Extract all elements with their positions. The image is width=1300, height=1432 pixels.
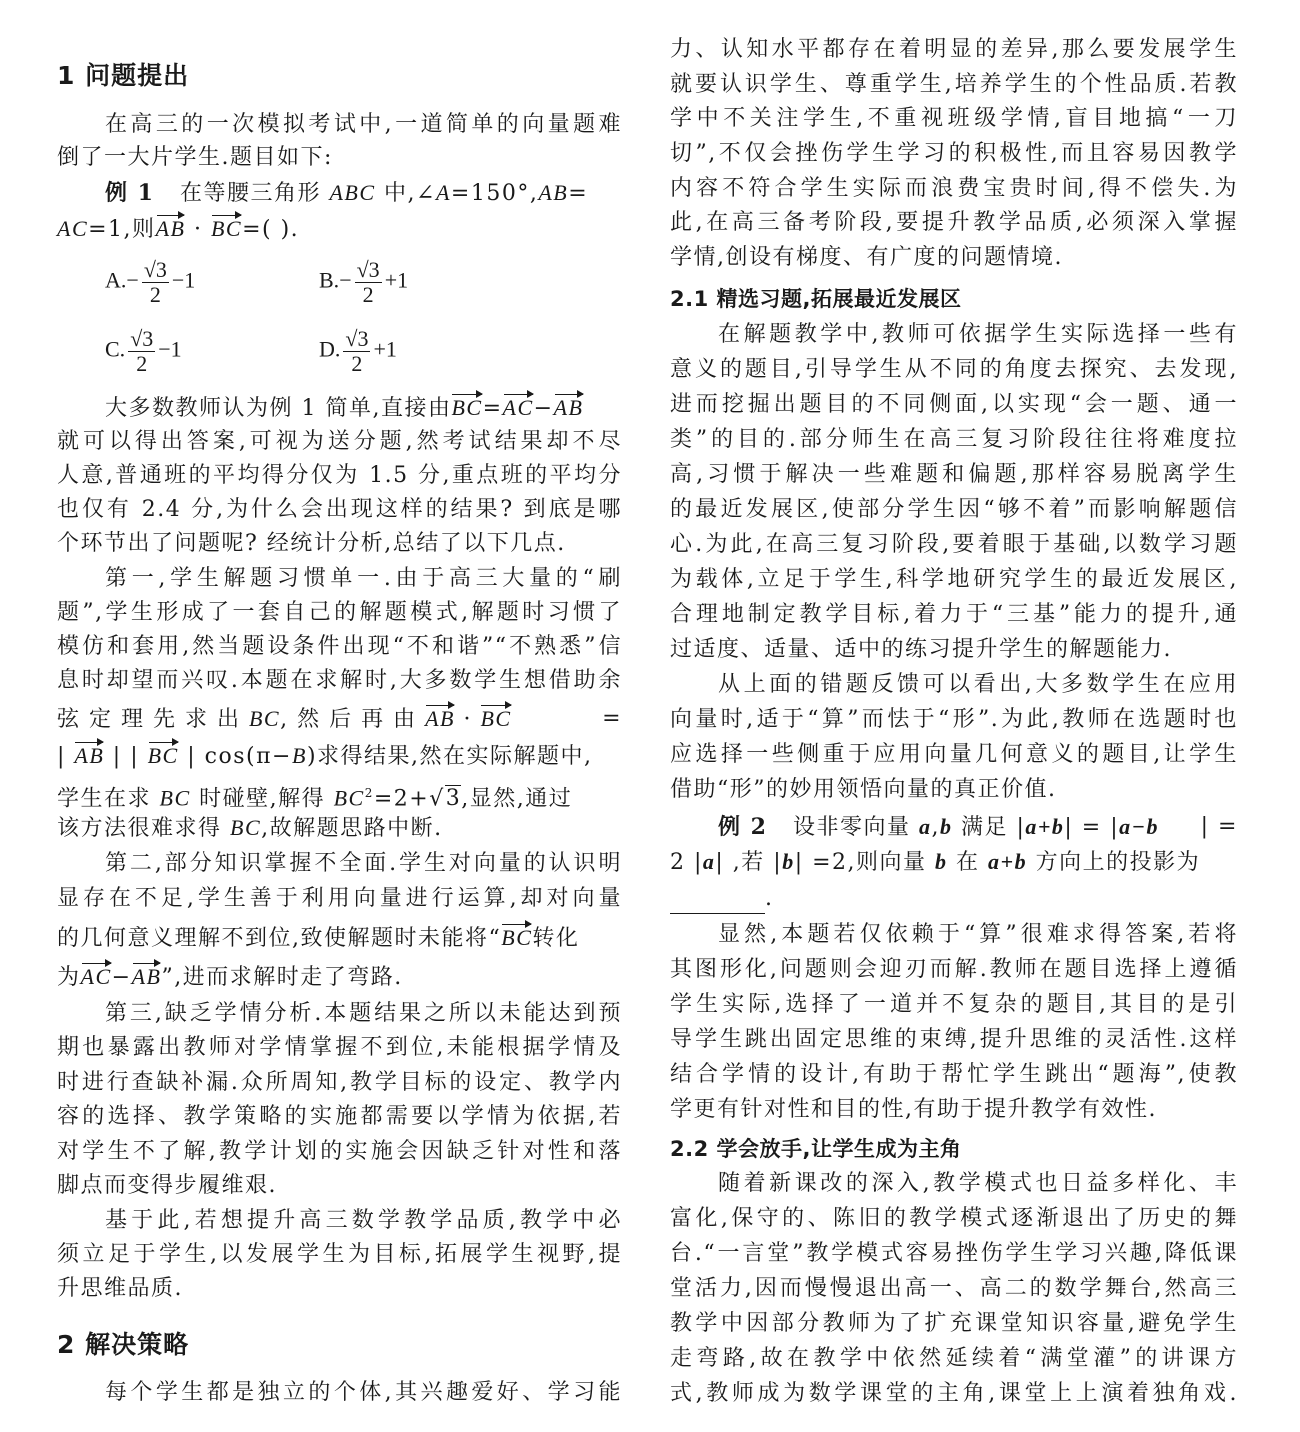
- text: =150°,: [450, 181, 539, 206]
- text: ·: [185, 217, 211, 242]
- denominator: 2: [136, 351, 148, 376]
- text: cos(π−: [204, 744, 292, 769]
- right-paragraph-4-line-5: 结合学情的设计,有助于帮忙学生跳出“题海”,使教: [670, 1062, 1238, 1087]
- text: )求得结果,然在实际解题中,: [306, 744, 593, 769]
- text: 的几何意义理解不到位,致使解题时未能将“: [57, 926, 502, 951]
- example-1-line-1: [57, 178, 588, 209]
- text: 大多数教师认为例 1 简单,直接由: [105, 396, 452, 421]
- text: =( ).: [242, 217, 300, 242]
- paragraph-1-line-3: 人意,普通班的平均得分仅为 1.5 分,重点班的平均分: [57, 463, 622, 488]
- right-paragraph-2-line-1: 在解题教学中,教师可依据学生实际选择一些有: [718, 322, 1238, 347]
- section-1-heading: 1 问题提出: [57, 61, 190, 90]
- option-suffix: +1: [373, 336, 397, 362]
- denominator: 2: [362, 282, 374, 307]
- paragraph-3-line-3: [57, 923, 579, 954]
- right-paragraph-1-line-3: 学中不关注学生,不重视班级学情,盲目地搞“一刀: [670, 106, 1238, 131]
- sqrt-arg: 3: [445, 786, 462, 812]
- math-var: BC: [159, 785, 191, 811]
- option-prefix: −: [339, 267, 352, 293]
- option-a: [105, 258, 195, 307]
- right-paragraph-4-line-4: 导学生跳出固定思维的束缚,提升思维的灵活性.这样: [670, 1027, 1238, 1052]
- paragraph-4-line-5: 对学生不了解,教学计划的实施会因缺乏针对性和落: [57, 1139, 622, 1164]
- math-var: BC: [230, 815, 262, 840]
- paragraph-3-line-4: [57, 962, 403, 993]
- paragraph-6-line-1: 每个学生都是独立的个体,其兴趣爱好、学习能: [105, 1380, 622, 1405]
- right-paragraph-3-line-2: 向量时,适于“算”而怯于“形”.为此,教师在选题时也: [670, 707, 1238, 732]
- example-2-label: 例 2: [718, 814, 768, 840]
- math-var: A: [435, 180, 451, 205]
- numerator: √3: [345, 326, 369, 351]
- right-paragraph-2-line-3: 进而挖掘出题目的不同侧面,以实现“会一题、通一: [670, 392, 1238, 417]
- vector-b: b: [939, 814, 953, 839]
- vector-bc: BC: [480, 704, 511, 734]
- paragraph-4-line-3: 时进行查缺补漏.众所周知,教学目标的设定、教学内: [57, 1070, 622, 1095]
- math-var: BC: [248, 706, 281, 731]
- denominator: 2: [351, 351, 363, 376]
- text: , 然 后 再 由: [280, 707, 426, 732]
- section-2-2-heading: 2.2 学会放手,让学生成为主角: [670, 1137, 962, 1161]
- right-paragraph-2-line-9: 合理地制定教学目标,着力于“三基”能力的提升,通: [670, 602, 1238, 627]
- paragraph-1-line-4: 也仅有 2.4 分,为什么会出现这样的结果? 到底是哪: [57, 497, 622, 522]
- paragraph-1-line-5: 个环节出了问题呢? 经统计分析,总结了以下几点.: [57, 531, 566, 556]
- paragraph-2-line-1: 第一,学生解题习惯单一.由于高三大量的“刷: [105, 566, 622, 591]
- right-paragraph-3-line-1: 从上面的错题反馈可以看出,大多数学生在应用: [718, 672, 1238, 697]
- right-paragraph-4-line-2: 其图形化,问题则会迎刃而解.教师在题目选择上遵循: [670, 957, 1238, 982]
- text: ,: [931, 815, 940, 840]
- paragraph-5-line-3: 升思维品质.: [57, 1276, 183, 1301]
- math-var: AC: [57, 216, 89, 241]
- text: 弦 定 理 先 求 出: [57, 707, 249, 732]
- paragraph-4-line-2: 期也暴露出教师对学情掌握不到位,未能根据学情及: [57, 1035, 622, 1060]
- right-paragraph-3-line-3: 应选择一些侧重于应用向量几何意义的题目,让学生: [670, 742, 1238, 767]
- vector-b: b: [782, 849, 795, 874]
- text: | ,若 |: [715, 850, 783, 875]
- right-paragraph-1-line-2: 就要认识学生、尊重学生,培养学生的个性品质.若教: [670, 72, 1238, 97]
- right-paragraph-1-line-4: 切”,不仅会挫伤学生学习的积极性,而且容易因教学: [670, 141, 1238, 166]
- right-paragraph-5-line-2: 富化,保守的、陈旧的教学模式逐渐退出了历史的舞: [670, 1206, 1238, 1231]
- fraction: [128, 327, 155, 376]
- text: | =: [1200, 814, 1238, 839]
- section-2-heading: 2 解决策略: [57, 1330, 190, 1359]
- vector-a: a: [918, 814, 932, 839]
- math-var: B: [291, 743, 307, 768]
- vector-bc: BC: [451, 393, 482, 423]
- text: 中,∠: [375, 181, 436, 206]
- right-paragraph-5-line-6: 走弯路,故在教学中依然延续着“满堂灌”的讲课方: [670, 1346, 1238, 1371]
- vector-b: b: [935, 849, 948, 874]
- option-label: D.: [319, 336, 341, 362]
- paragraph-2-line-8: [57, 813, 443, 844]
- right-paragraph-4-line-1: 显然,本题若仅依赖于“算”很难求得答案,若将: [718, 922, 1238, 947]
- right-paragraph-2-line-10: 过适度、适量、适中的练习提升学生的解题能力.: [670, 637, 1172, 662]
- right-paragraph-1-line-6: 此,在高三备考阶段,要提升教学品质,必须深入掌握: [670, 210, 1238, 235]
- right-paragraph-5-line-3: 台.“一言堂”教学模式容易挫伤学生学习兴趣,降低课: [670, 1241, 1238, 1266]
- text: 学生在求: [57, 786, 160, 812]
- math-var: ABC: [329, 180, 376, 205]
- vector-sum: a+b: [988, 849, 1028, 874]
- numerator: √3: [143, 257, 167, 282]
- text: .: [765, 886, 774, 911]
- text: ·: [454, 707, 481, 732]
- option-label: B.: [319, 267, 340, 293]
- vector-ac: AC: [81, 962, 112, 992]
- right-paragraph-1-line-1: 力、认知水平都存在着明显的差异,那么要发展学生: [670, 37, 1238, 62]
- paragraph-5-line-1: 基于此,若想提升高三数学教学品质,教学中必: [105, 1208, 622, 1233]
- vector-bc: BC: [501, 923, 532, 953]
- paragraph-4-line-4: 容的选择、教学策略的实施都需要以学情为依据,若: [57, 1104, 622, 1129]
- paragraph-1-line-1: [57, 393, 584, 424]
- vector-ab: AB: [425, 704, 455, 734]
- right-paragraph-4-line-6: 学更有针对性和目的性,有助于提升教学有效性.: [670, 1097, 1157, 1122]
- option-c: [105, 327, 182, 376]
- text: | = |: [1064, 815, 1120, 840]
- text: | =2,则向量: [794, 850, 936, 875]
- right-paragraph-1-line-5: 内容不符合学生实际而浪费宝贵时间,得不偿失.为: [670, 176, 1238, 201]
- numerator: √3: [356, 257, 380, 282]
- vector-sum: a+b: [1025, 814, 1065, 839]
- right-paragraph-5-line-1: 随着新课改的深入,教学模式也日益多样化、丰: [718, 1171, 1238, 1196]
- text: 为: [57, 965, 81, 990]
- paragraph-3-line-1: 第二,部分知识掌握不全面.学生对向量的认识明: [105, 851, 622, 876]
- paragraph-2-line-5: [57, 704, 622, 735]
- intro-line-2: 倒了一大片学生.题目如下:: [57, 145, 333, 170]
- vector-ab: AB: [132, 962, 162, 992]
- text: 2 |: [670, 850, 703, 875]
- answer-blank: [670, 891, 765, 914]
- paragraph-1-line-2: 就可以得出答案,可视为送分题,然考试结果却不尽: [57, 429, 622, 454]
- option-label: A.: [105, 267, 127, 293]
- fraction: [343, 327, 370, 376]
- fraction: [142, 258, 169, 307]
- vector-bc: BC: [148, 741, 179, 771]
- vector-ab: AB: [74, 741, 104, 771]
- superscript: 2: [364, 786, 374, 800]
- right-paragraph-2-line-7: 心.为此,在高三复习阶段,要着眼于基础,以数学习题: [670, 532, 1238, 557]
- denominator: 2: [149, 282, 161, 307]
- section-2-1-heading: 2.1 精选习题,拓展最近发展区: [670, 287, 962, 311]
- vector-ab: AB: [554, 393, 584, 423]
- example-2-line-1: [670, 812, 1238, 843]
- math-var: AB: [538, 180, 569, 205]
- paragraph-5-line-2: 须立足于学生,以发展学生为目标,拓展学生视野,提: [57, 1242, 622, 1267]
- paragraph-4-line-6: 脚点而变得步履维艰.: [57, 1173, 277, 1198]
- right-paragraph-2-line-4: 类”的目的.部分师生在高三复习阶段往往将难度拉: [670, 427, 1238, 452]
- example-2-line-3: [670, 884, 774, 914]
- paragraph-4-line-1: 第三,缺乏学情分析.本题结果之所以未能达到预: [105, 1001, 622, 1026]
- right-paragraph-2-line-8: 为载体,立足于学生,科学地研究学生的最近发展区,: [670, 567, 1238, 592]
- text: =: [482, 396, 503, 421]
- fraction: [355, 258, 382, 307]
- text: ,故解题思路中断.: [261, 816, 443, 841]
- example-1-label: 例 1: [105, 180, 155, 206]
- right-paragraph-2-line-6: 的最近发展区,使部分学生因“够不着”而影响解题信: [670, 497, 1238, 522]
- text: =2+: [373, 786, 430, 812]
- text: =: [602, 706, 622, 731]
- text: ,显然,通过: [461, 786, 573, 812]
- paragraph-2-line-7: 学生在求 BC 时碰壁,解得 $BC^2=2+√3$,显然,通过: [57, 785, 573, 812]
- text: 时碰壁,解得: [190, 786, 334, 812]
- intro-line-1: 在高三的一次模拟考试中,一道简单的向量题难: [105, 112, 622, 137]
- option-suffix: −1: [158, 336, 182, 362]
- paragraph-3-line-2: 显存在不足,学生善于利用向量进行运算,却对向量: [57, 886, 622, 911]
- paragraph-2-line-2: 题”,学生形成了一套自己的解题模式,解题时习惯了: [57, 600, 622, 625]
- text: 在: [947, 850, 989, 875]
- vector-bc: BC: [211, 214, 242, 244]
- paragraph-2-line-3: 模仿和套用,然当题设条件出现“不和谐”“不熟悉”信: [57, 634, 622, 659]
- text: 在等腰三角形: [179, 181, 330, 206]
- option-prefix: −: [126, 267, 139, 293]
- paragraph-2-line-4: 息时却望而兴叹.本题在求解时,大多数学生想借助余: [57, 668, 622, 693]
- right-paragraph-2-line-5: 高,习惯于解决一些难题和偏题,那样容易脱离学生: [670, 462, 1238, 487]
- text: =: [568, 181, 589, 206]
- right-paragraph-5-line-4: 堂活力,因而慢慢退出高一、高二的数学舞台,然高三: [670, 1276, 1238, 1301]
- option-suffix: +1: [384, 267, 409, 293]
- text: 方向上的投影为: [1027, 850, 1201, 875]
- right-paragraph-5-line-5: 教学中因部分教师为了扩充课堂知识容量,避免学生: [670, 1311, 1238, 1336]
- option-b: [319, 258, 408, 307]
- text: −: [111, 965, 132, 990]
- vector-diff: a−b: [1119, 814, 1159, 839]
- numerator: √3: [130, 326, 154, 351]
- option-suffix: −1: [171, 267, 196, 293]
- vector-a: a: [702, 849, 716, 874]
- vector-ac: AC: [503, 393, 534, 423]
- right-paragraph-4-line-3: 学生实际,选择了一道并不复杂的题目,其目的是引: [670, 992, 1238, 1017]
- example-1-line-2: [57, 214, 299, 245]
- text: 满足 |: [952, 815, 1026, 840]
- example-2-line-2: [670, 847, 1200, 878]
- option-label: C.: [105, 336, 126, 362]
- text: −: [533, 396, 554, 421]
- text: 该方法很难求得: [57, 816, 230, 841]
- text: ”,进而求解时走了弯路.: [161, 965, 403, 990]
- vector-ab: AB: [156, 214, 186, 244]
- math-var: BC: [333, 785, 365, 811]
- text: 设非零向量: [792, 815, 919, 840]
- text: =1,则: [88, 217, 156, 242]
- right-paragraph-5-line-7: 式,教师成为数学课堂的主角,课堂上上演着独角戏.: [670, 1381, 1238, 1406]
- right-paragraph-3-line-4: 借助“形”的妙用领悟向量的真正价值.: [670, 777, 1057, 802]
- right-paragraph-1-line-7: 学情,创设有梯度、有广度的问题情境.: [670, 245, 1063, 270]
- text: 转化: [532, 926, 580, 951]
- paragraph-2-line-6: | AB | | BC | cos(π−B)求得结果,然在实际解题中,: [57, 743, 593, 769]
- option-d: [319, 327, 397, 376]
- right-paragraph-2-line-2: 意义的题目,引导学生从不同的角度去探究、去发现,: [670, 357, 1238, 382]
